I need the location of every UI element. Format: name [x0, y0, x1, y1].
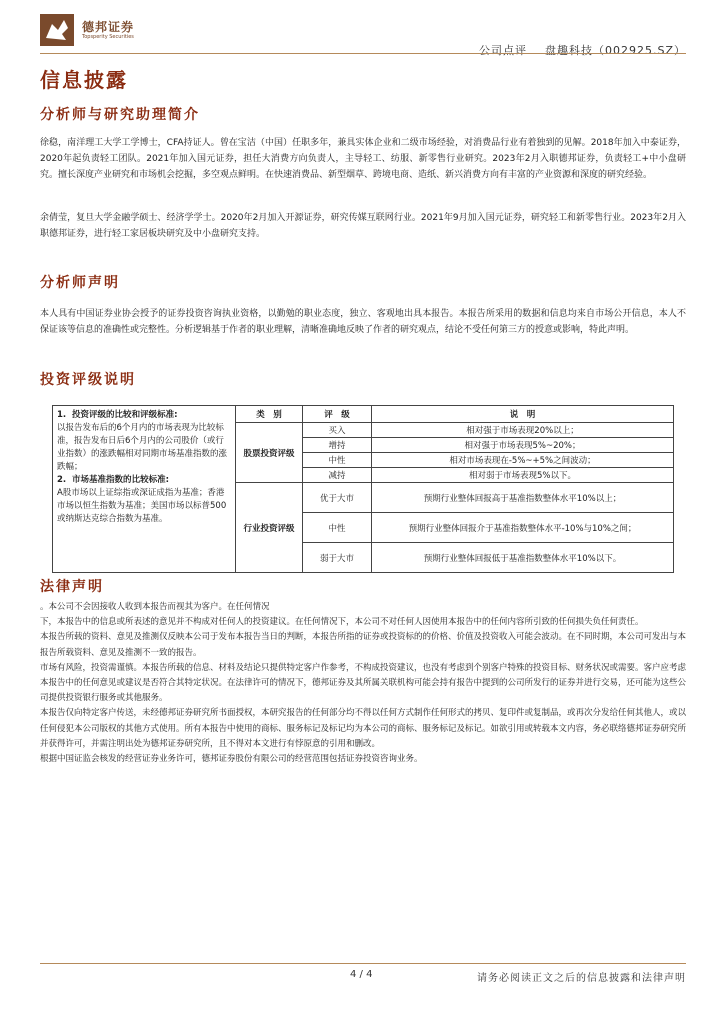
industry-rating-desc: 预期行业整体回报高于基准指数整体水平10%以上； [372, 483, 674, 513]
industry-rating-desc: 预期行业整体回报介于基准指数整体水平-10%与10%之间； [372, 513, 674, 543]
header-description: 说 明 [372, 406, 674, 423]
criteria-text-1: 以报告发布后的6个月内的市场表现为比较标准，报告发布日后6个月内的公司股价（或行业指数）的涨跌幅相对同期市场基准指数的涨跌幅； [57, 423, 228, 472]
page-header [40, 12, 686, 56]
company-logo-icon [40, 14, 74, 46]
logo-text: 德邦证券 [82, 20, 135, 34]
legal-line: 本报告仅向特定客户传送，未经德邦证券研究所书面授权，本研究报告的任何部分均不得以任何方式制作任何形式的拷贝、复印件或复制品，或再次分发给任何其他人，或以任何侵犯本公司版权的其他方式使用。所有本报告中使用的商标、服务标记及标记均为本公司的商标、服务标记及标记。如欲引用或转载本文内容，务必联络德邦证券研究所并获得许可，并需注明出处为德邦证券研究所，且不得对本文进行有悖原意的引用和删改。 [40, 708, 687, 749]
page-number: 4 / 4 [350, 969, 373, 980]
company-ticker: 盘趣科技（002925.SZ） [544, 44, 686, 57]
stock-category-cell: 股票投资评级 [236, 423, 303, 483]
criteria-heading-1: 1. 投资评级的比较和评级标准: [57, 410, 178, 420]
report-type: 公司点评 [478, 44, 527, 57]
stock-rating: 增持 [303, 438, 372, 453]
rating-criteria-cell [53, 406, 236, 573]
analyst-statement-heading: 分析师声明 [40, 275, 120, 291]
stock-rating-desc: 相对市场表现在-5%~+5%之间波动； [372, 453, 674, 468]
header-rating: 评 级 [303, 406, 372, 423]
stock-rating-desc: 相对强于市场表现20%以上； [372, 423, 674, 438]
industry-category-cell: 行业投资评级 [236, 483, 303, 573]
header-divider [40, 53, 686, 54]
footer-divider [40, 963, 686, 964]
industry-rating: 弱于大市 [303, 543, 372, 573]
rating-heading: 投资评级说明 [40, 372, 136, 388]
legal-line: 。本公司不会因接收人收到本报告而视其为客户。在任何情况 [40, 602, 270, 612]
stock-rating-desc: 相对强于市场表现5%~20%； [372, 438, 674, 453]
industry-rating: 优于大市 [303, 483, 372, 513]
criteria-text-2: A股市场以上证综指或深证成指为基准；香港市场以恒生指数为基准；美国市场以标普500或纳斯达克综合指数为基准。 [57, 488, 227, 524]
legal-line: 市场有风险，投资需谨慎。本报告所载的信息、材料及结论只提供特定客户作参考，不构成投资建议，也没有考虑到个别客户特殊的投资目标、财务状况或需要。客户应考虑本报告中的任何意见或建议是否符合其特定状况。在法律许可的情况下，德邦证券及其所属关联机构可能会持有报告中提到的公司所发行的证券并进行交易，还可能为这些公司提供投资银行服务或其他服务。 [40, 662, 687, 704]
legal-text [40, 600, 686, 767]
legal-line: 根据中国证监会核发的经营证券业务许可，德邦证券股份有限公司的经营范围包括证券投资咨询业务。 [40, 754, 423, 765]
stock-rating: 中性 [303, 453, 372, 468]
industry-rating-desc: 预期行业整体回报低于基准指数整体水平10%以下。 [372, 543, 674, 573]
analyst-intro-heading: 分析师与研究助理简介 [40, 107, 200, 123]
rating-table [52, 405, 674, 573]
legal-line: 下，本报告中的信息或所表述的意见并不构成对任何人的投资建议。在任何情况下，本公司不对任何人因使用本报告中的任何内容所引致的任何损失负任何责任。 [40, 617, 644, 628]
header-category: 类 别 [236, 406, 303, 423]
stock-rating: 买入 [303, 423, 372, 438]
legal-line: 本报告所载的资料、意见及推测仅反映本公司于发布本报告当日的判断，本报告所指的证券或投资标的的价格、价值及投资收入可能会波动。在不同时期，本公司可发出与本报告所载资料、意见及推测不一致的报告。 [40, 632, 687, 658]
stock-rating-desc: 相对弱于市场表现5%以下。 [372, 468, 674, 483]
report-info [479, 42, 686, 58]
analyst-statement-text: 本人具有中国证券业协会授予的证券投资咨询执业资格，以勤勉的职业态度，独立、客观地出具本报告。本报告所采用的数据和信息均来自市场公开信息，本人不保证该等信息的准确性或完整性。分析逻辑基于作者的职业理解，清晰准确地反映了作者的研究观点，结论不受任何第三方的授意或影响，特此声明。 [40, 309, 686, 335]
stock-rating: 减持 [303, 468, 372, 483]
legal-heading: 法律声明 [40, 579, 104, 595]
analyst-intro-paragraph-1: 徐稳，南洋理工大学工学博士，CFA持证人。曾在宝洁（中国）任职多年，兼具实体企业和二级市场经验，对消费品行业有着独到的见解。2018年加入中泰证券，2020年起负责轻工团队。2021年加入国元证券，担任大消费方向负责人，主导轻工、纺服、新零售行业研究。2023年2月入职德邦证券，负责轻工+中小盘研究。擅长深度产业研究和市场机会挖掘，多空观点鲜明。在快速消费品、新型烟草、跨境电商、造纸、新兴消费方向有丰富的产业资源和深度的研究经验。 [40, 138, 686, 180]
logo-subtext: Topsperity Securities [82, 34, 134, 40]
page-title: 信息披露 [40, 68, 128, 92]
analyst-intro-paragraph-2: 余倩莹，复旦大学金融学硕士、经济学学士。2020年2月加入开源证券，研究传媒互联网行业。2021年9月加入国元证券，研究轻工和新零售行业。2023年2月入职德邦证券，进行轻工家居板块研究及中小盘研究支持。 [40, 213, 686, 239]
footer-disclaimer: 请务必阅读正文之后的信息披露和法律声明 [477, 973, 686, 984]
criteria-heading-2: 2. 市场基准指数的比较标准: [57, 475, 169, 485]
industry-rating: 中性 [303, 513, 372, 543]
